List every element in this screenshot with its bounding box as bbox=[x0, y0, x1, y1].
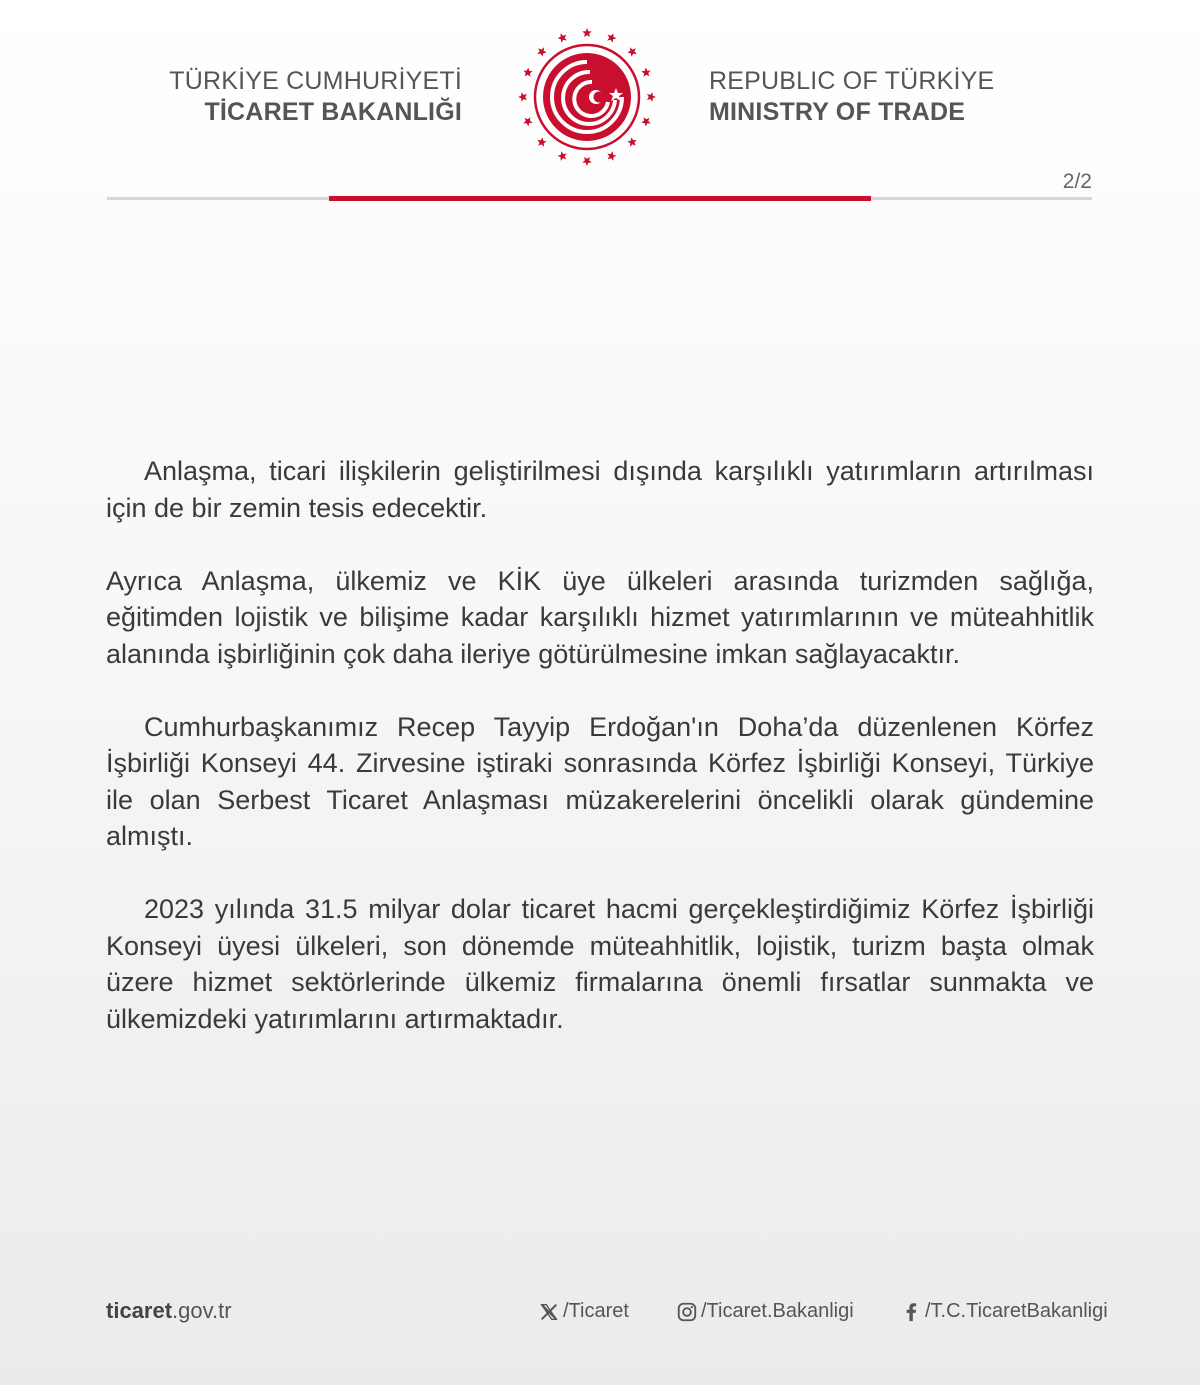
paragraph-2: Ayrıca Anlaşma, ülkemiz ve KİK üye ülkeleri arasında turizmden sağlığa, eğitimden lojistik ve bilişime kadar karşılıklı hizmet yatırımlarının ve müteahhitlik alanında işbirliğinin çok daha ileriye götürülmesine imkan sağlayacaktır. bbox=[106, 565, 1094, 669]
facebook-link[interactable] bbox=[900, 1300, 1108, 1323]
page-number: 2/2 bbox=[1062, 170, 1092, 193]
header-right-line2: MINISTRY OF TRADE bbox=[709, 98, 966, 126]
emblem-star bbox=[641, 68, 650, 77]
emblem-star bbox=[607, 33, 616, 42]
x-icon bbox=[538, 1301, 560, 1323]
x-link[interactable] bbox=[538, 1300, 629, 1323]
paragraph-4: 2023 yılında 31.5 milyar dolar ticaret hacmi gerçekleştirdiğimiz Körfez İşbirliği Konseyi üyesi ülkeleri, son dönemde müteahhitlik, lojistik, turizm başta olmak üzere hizmet sektörlerinde ülkemiz firmalarına önemli fırsatlar sunmakta ve ülkemizdeki yatırımlarını artırmaktadır. bbox=[106, 894, 1094, 1034]
emblem-star bbox=[537, 47, 546, 56]
emblem-star bbox=[627, 137, 636, 146]
header-divider-accent bbox=[329, 196, 871, 201]
emblem-star bbox=[647, 92, 656, 102]
emblem-star bbox=[627, 47, 636, 56]
website-link[interactable] bbox=[106, 1298, 232, 1324]
header-left-line1: TÜRKİYE CUMHURİYETİ bbox=[169, 67, 462, 95]
header-left-line2: TİCARET BAKANLIĞI bbox=[204, 98, 462, 126]
header-right-title bbox=[709, 66, 994, 128]
ministry-emblem-logo bbox=[512, 22, 662, 172]
header-left-title bbox=[169, 66, 462, 128]
website-domain-bold: ticaret bbox=[106, 1298, 173, 1323]
emblem-star bbox=[582, 157, 592, 166]
emblem-star bbox=[558, 151, 567, 160]
press-release-body bbox=[106, 453, 1094, 1074]
instagram-icon bbox=[676, 1301, 698, 1323]
facebook-icon bbox=[900, 1301, 922, 1323]
emblem-star bbox=[641, 117, 650, 126]
emblem-star bbox=[558, 33, 567, 42]
instagram-link[interactable] bbox=[676, 1300, 854, 1323]
facebook-handle: /T.C.TicaretBakanligi bbox=[925, 1300, 1108, 1322]
emblem-star bbox=[523, 68, 532, 77]
header-right-line1: REPUBLIC OF TÜRKİYE bbox=[709, 67, 995, 95]
emblem-star bbox=[523, 117, 532, 126]
emblem-star bbox=[607, 151, 616, 160]
paragraph-3: Cumhurbaşkanımız Recep Tayyip Erdoğan'ın Doha’da düzenlenen Körfez İşbirliği Konseyi 44. Zirvesine iştiraki sonrasında Körfez İşbirliği Konseyi, Türkiye ile olan Serbest Ticaret Anlaşması müzakerelerini öncelikli olarak gündemine almıştı. bbox=[106, 711, 1094, 851]
paragraph-1: Anlaşma, ticari ilişkilerin geliştirilmesi dışında karşılıklı yatırımların artırılması için de bir zemin tesis edecektir. bbox=[106, 456, 1094, 523]
instagram-handle: /Ticaret.Bakanligi bbox=[701, 1300, 854, 1322]
x-handle: /Ticaret bbox=[563, 1300, 629, 1322]
website-domain-rest: .gov.tr bbox=[172, 1298, 232, 1323]
emblem-star bbox=[518, 92, 527, 102]
emblem-star bbox=[582, 28, 592, 37]
emblem-star bbox=[537, 137, 546, 146]
footer bbox=[0, 1296, 1200, 1336]
